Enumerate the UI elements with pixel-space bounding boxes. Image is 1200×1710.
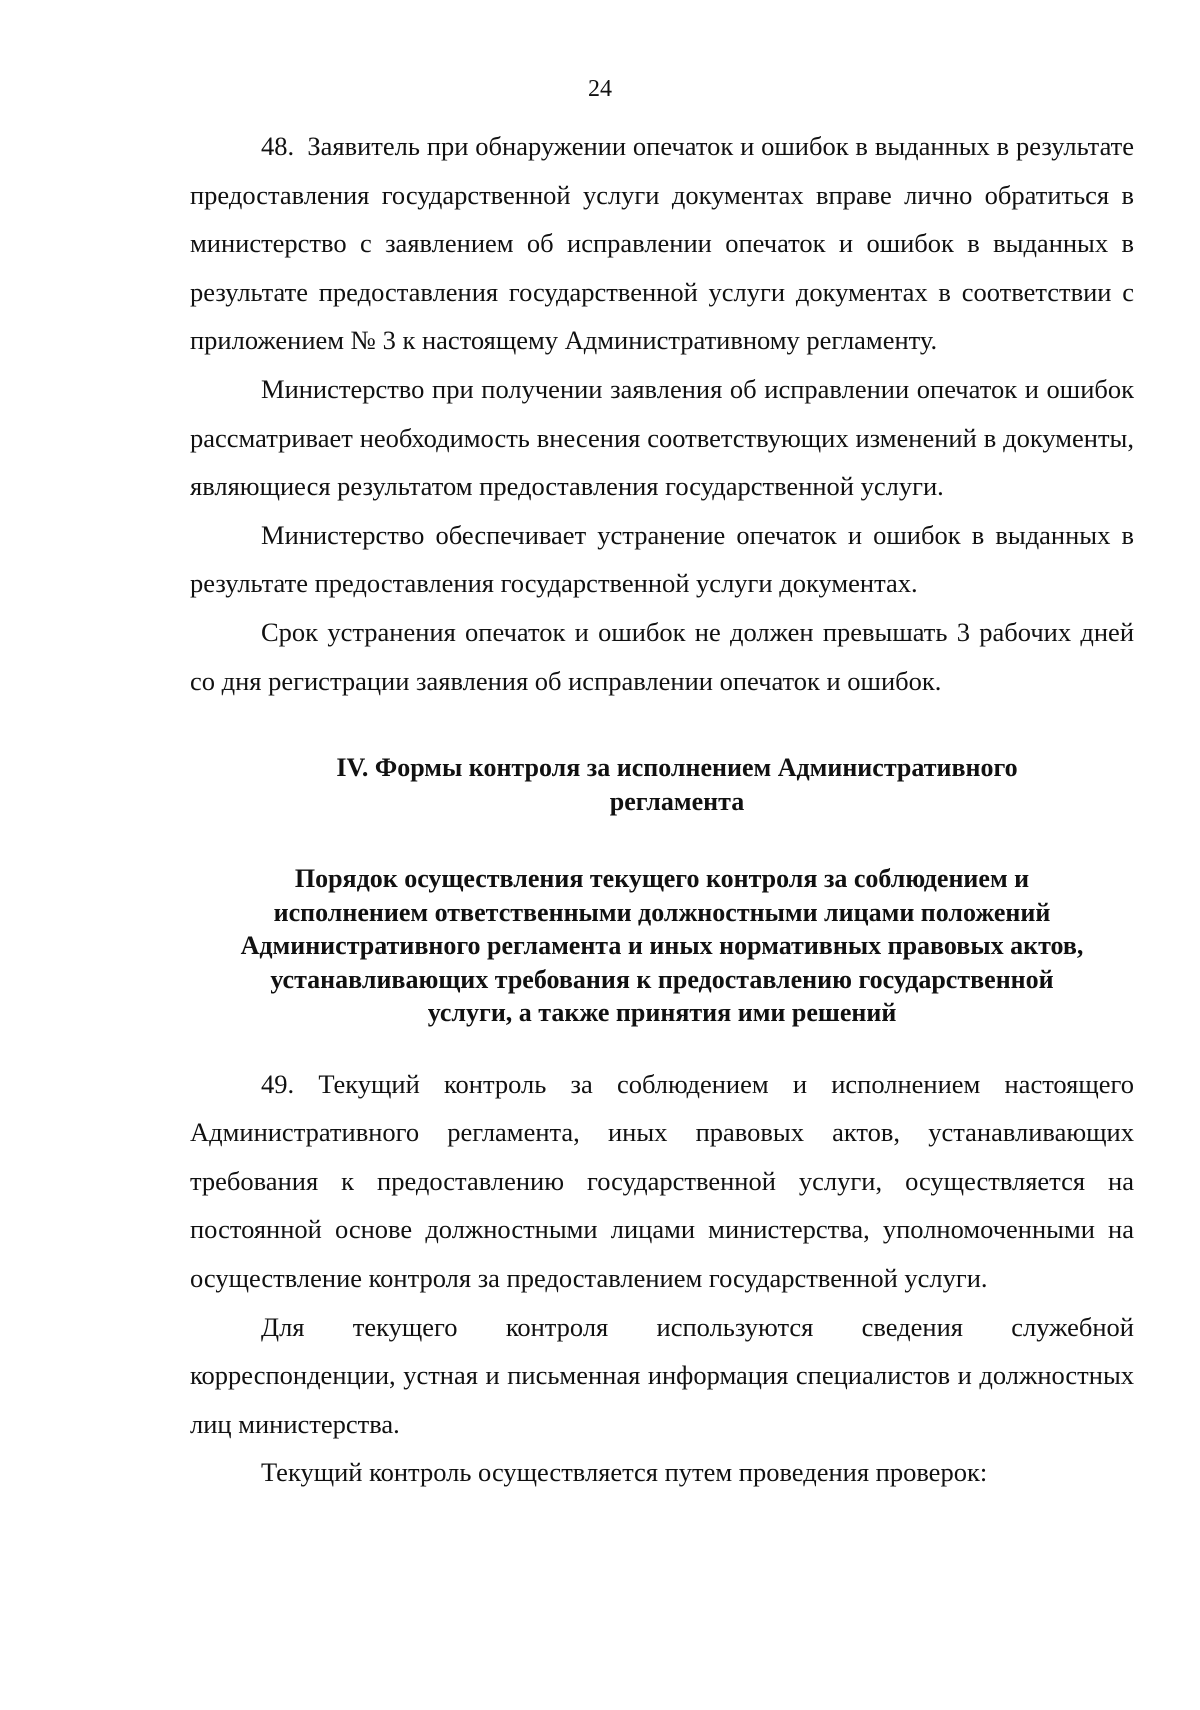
subsection-heading-line-3: Административного регламента и иных нормативных правовых актов, [240,931,1084,961]
subsection-heading-line-2: исполнением ответственными должностными лицами положений [273,897,1051,927]
paragraph-ministry-review: Министерство при получении заявления об исправлении опечаток и ошибок рассматривает необходимость внесения соответствующих изменений в документы, являющиеся результатом предоставления государственной услуги. [190,373,1134,502]
subsection-heading-line-5: услуги, а также принятия ими решений [427,998,897,1028]
paragraph-49: 49. Текущий контроль за соблюдением и исполнением настоящего Административного регламента, иных правовых актов, устанавливающих требования к предоставлению государственной услуги, осуществляется на постоянной основе должностными лицами министерства, уполномоченными на осуществление контроля за предоставлением государственной услуги. [190,1068,1134,1293]
subsection-heading-line-1: Порядок осуществления текущего контроля за соблюдением и [294,864,1030,894]
page-number: 24 [588,76,612,102]
paragraph-48: 48. Заявитель при обнаружении опечаток и ошибок в выданных в результате предоставления государственной услуги документах вправе лично обратиться в министерство с заявлением об исправлении опечаток и ошибок в выданных в результате предоставления государственной услуги документах в соответствии с приложением № 3 к настоящему Административному регламенту. [190,131,1134,356]
subsection-heading [190,862,1134,1030]
section-heading-line-1: IV. Формы контроля за исполнением Административного [336,753,1018,783]
paragraph-control-method: Текущий контроль осуществляется путем проведения проверок: [261,1457,988,1488]
subsection-heading-line-4: устанавливающих требования к предоставлению государственной [270,964,1054,994]
document-body [190,122,1134,1497]
section-heading [190,751,1134,818]
paragraph-ministry-correction: Министерство обеспечивает устранение опечаток и ошибок в выданных в результате предоставления государственной услуги документах. [190,519,1134,599]
paragraph-correction-deadline: Срок устранения опечаток и ошибок не должен превышать 3 рабочих дней со дня регистрации заявления об исправлении опечаток и ошибок. [190,616,1134,696]
paragraph-control-sources: Для текущего контроля используются сведения служебной корреспонденции, устная и письменная информация специалистов и должностных лиц министерства. [190,1311,1134,1439]
section-heading-line-2: регламента [609,786,745,816]
